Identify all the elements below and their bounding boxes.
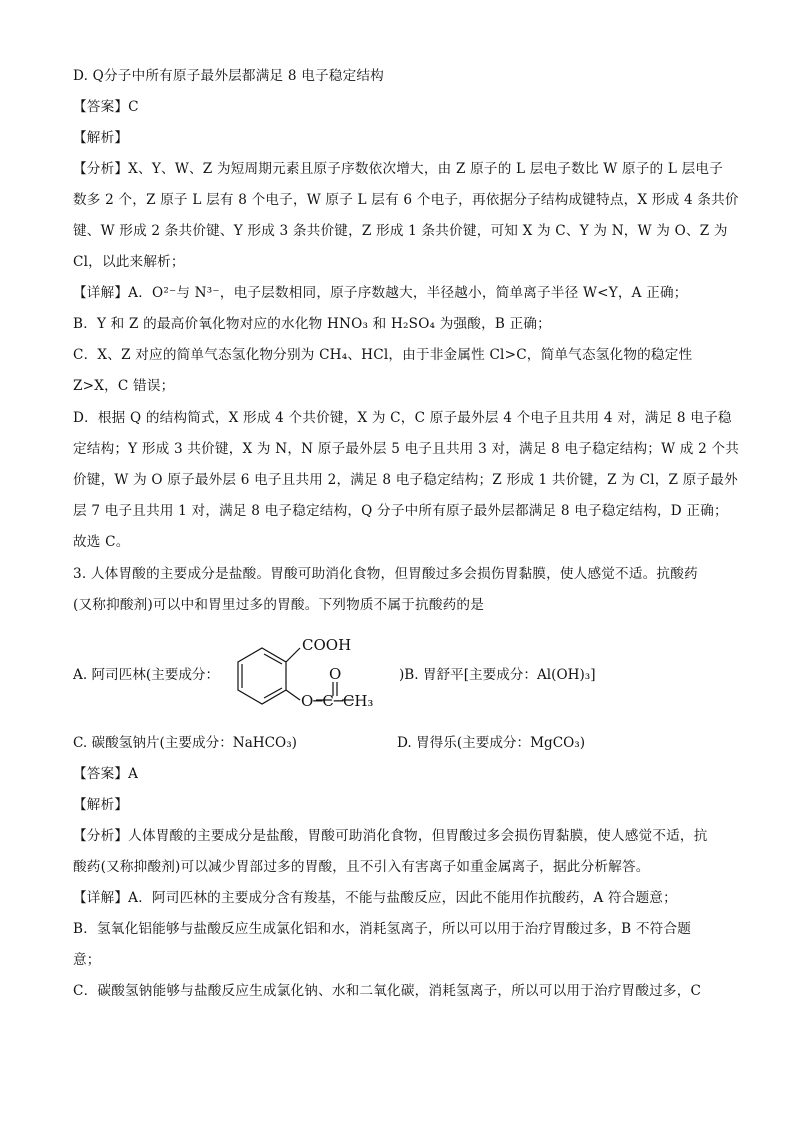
q3-analysis-heading: 【解析】 [73,797,129,813]
question-3-stem: (又称抑酸剂)可以中和胃里过多的胃酸。下列物质不属于抗酸药的是 [73,597,485,613]
option-a-label: A. 阿司匹林(主要成分： [73,667,220,683]
prev-detail-line: 定结构；Y 形成 3 共价键，X 为 N，N 原子最外层 5 电子且共用 3 对，满足 8 电子稳定结构；W 成 2 个共 [73,441,740,457]
option-c: C. 碳酸氢钠片(主要成分：NaHCO₃) [73,735,297,751]
aspirin-structure-diagram [228,630,408,720]
prev-analysis-heading: 【解析】 [73,130,129,146]
prev-analysis-line: 键、W 形成 2 条共价键、Y 形成 3 条共价键，Z 形成 1 条共价键，可知 X 为 C、Y 为 N，W 为 O、Z 为 [73,223,728,239]
prev-detail-line: B．Y 和 Z 的最高价氧化物对应的水化物 HNO₃ 和 H₂SO₄ 为强酸，B 正确； [73,316,551,332]
q3-detail-line: 【详解】A．阿司匹林的主要成分含有羧基，不能与盐酸反应，因此不能用作抗酸药，A 符合题意； [73,890,677,906]
option-b: )B. 胃舒平[主要成分：Al(OH)₃] [399,667,596,683]
prev-conclusion: 故选 C。 [73,534,130,550]
prev-answer: 【答案】C [73,99,139,115]
ester-chain-label: O─C─CH₃ [301,692,374,710]
prev-detail-line: C．X、Z 对应的简单气态氢化物分别为 CH₄、HCl，由于非金属性 Cl>C，简单气态氢化物的稳定性 [73,347,693,363]
prev-analysis-line: 数多 2 个，Z 原子 L 层有 8 个电子，W 原子 L 层有 6 个电子，再依据分子结构成键特点，X 形成 4 条共价 [73,192,739,208]
prev-detail-line: D．根据 Q 的结构简式，X 形成 4 个共价键，X 为 C，C 原子最外层 4 个电子且共用 4 对，满足 8 电子稳 [73,410,732,426]
prev-option-d: D. Q分子中所有原子最外层都满足 8 电子稳定结构 [73,68,384,84]
q3-analysis-line: 【分析】人体胃酸的主要成分是盐酸，胃酸可助消化食物，但胃酸过多会损伤胃黏膜，使人感觉不适，抗 [73,828,708,844]
prev-analysis-line: Cl，以此来解析； [73,254,185,270]
carbonyl-oxygen-label: O [329,665,342,683]
q3-analysis-line: 酸药(又称抑酸剂)可以减少胃部过多的胃酸，且不引入有害离子如重金属离子，据此分析解答。 [73,859,650,875]
cooh-group-label: COOH [302,636,352,654]
prev-detail-line: 价键，W 为 O 原子最外层 6 电子且共用 2，满足 8 电子稳定结构；Z 形成 1 共价键，Z 为 Cl，Z 原子最外 [73,472,738,488]
prev-detail-line: 【详解】A．O²⁻与 N³⁻，电子层数相同，原子序数越大，半径越小，简单离子半径 W<Y，A 正确； [73,285,688,301]
q3-detail-line: B．氢氧化铝能够与盐酸反应生成氯化铝和水，消耗氢离子，所以可以用于治疗胃酸过多，B 不符合题 [73,921,692,937]
prev-analysis-line: 【分析】X、Y、W、Z 为短周期元素且原子序数依次增大，由 Z 原子的 L 层电子数比 W 原子的 L 层电子 [73,161,723,177]
q3-detail-line: C．碳酸氢钠能够与盐酸反应生成氯化钠、水和二氧化碳，消耗氢离子，所以可以用于治疗胃酸过多，C [73,983,702,999]
option-d: D. 胃得乐(主要成分：MgCO₃) [397,735,586,751]
q3-detail-line: 意； [73,952,101,968]
q3-answer: 【答案】A [73,766,139,782]
prev-detail-line: Z>X，C 错误； [73,378,175,394]
question-3-stem: 3. 人体胃酸的主要成分是盐酸。胃酸可助消化食物，但胃酸过多会损伤胃黏膜，使人感觉不适。抗酸药 [73,566,698,582]
prev-detail-line: 层 7 电子且共用 1 对，满足 8 电子稳定结构，Q 分子中所有原子最外层都满足 8 电子稳定结构，D 正确； [73,503,728,519]
